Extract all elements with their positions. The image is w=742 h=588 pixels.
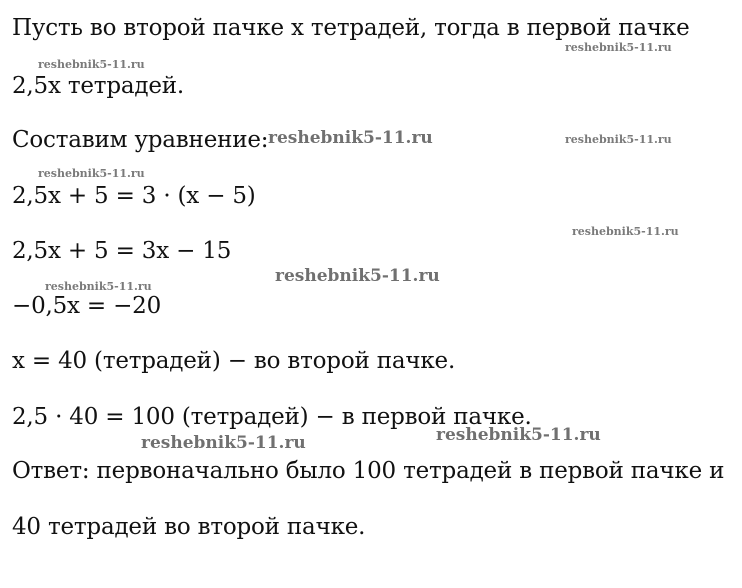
equation-line-1: 2,5x + 5 = 3 · (x − 5)	[12, 183, 256, 209]
watermark: reshebnik5-11.ru	[268, 128, 433, 148]
result-line-2: 2,5 · 40 = 100 (тетрадей) − в первой пачке.	[12, 404, 532, 430]
watermark: reshebnik5-11.ru	[436, 425, 601, 445]
text-line-3: Составим уравнение:	[12, 127, 269, 153]
answer-line-1: Ответ: первоначально было 100 тетрадей в первой пачке и	[12, 458, 725, 484]
watermark: reshebnik5-11.ru	[572, 225, 679, 238]
equation-line-2: 2,5x + 5 = 3x − 15	[12, 238, 232, 264]
watermark: reshebnik5-11.ru	[565, 41, 672, 54]
watermark: reshebnik5-11.ru	[275, 266, 440, 286]
result-line-1: x = 40 (тетрадей) − во второй пачке.	[12, 348, 456, 374]
text-line-1: Пусть во второй пачке x тетрадей, тогда в первой пачке	[12, 15, 690, 41]
text-line-2: 2,5x тетрадей.	[12, 73, 184, 99]
answer-line-2: 40 тетрадей во второй пачке.	[12, 514, 366, 540]
watermark: reshebnik5-11.ru	[45, 280, 152, 293]
watermark: reshebnik5-11.ru	[38, 58, 145, 71]
watermark: reshebnik5-11.ru	[141, 433, 306, 453]
watermark: reshebnik5-11.ru	[38, 167, 145, 180]
watermark: reshebnik5-11.ru	[565, 133, 672, 146]
equation-line-3: −0,5x = −20	[12, 293, 162, 319]
